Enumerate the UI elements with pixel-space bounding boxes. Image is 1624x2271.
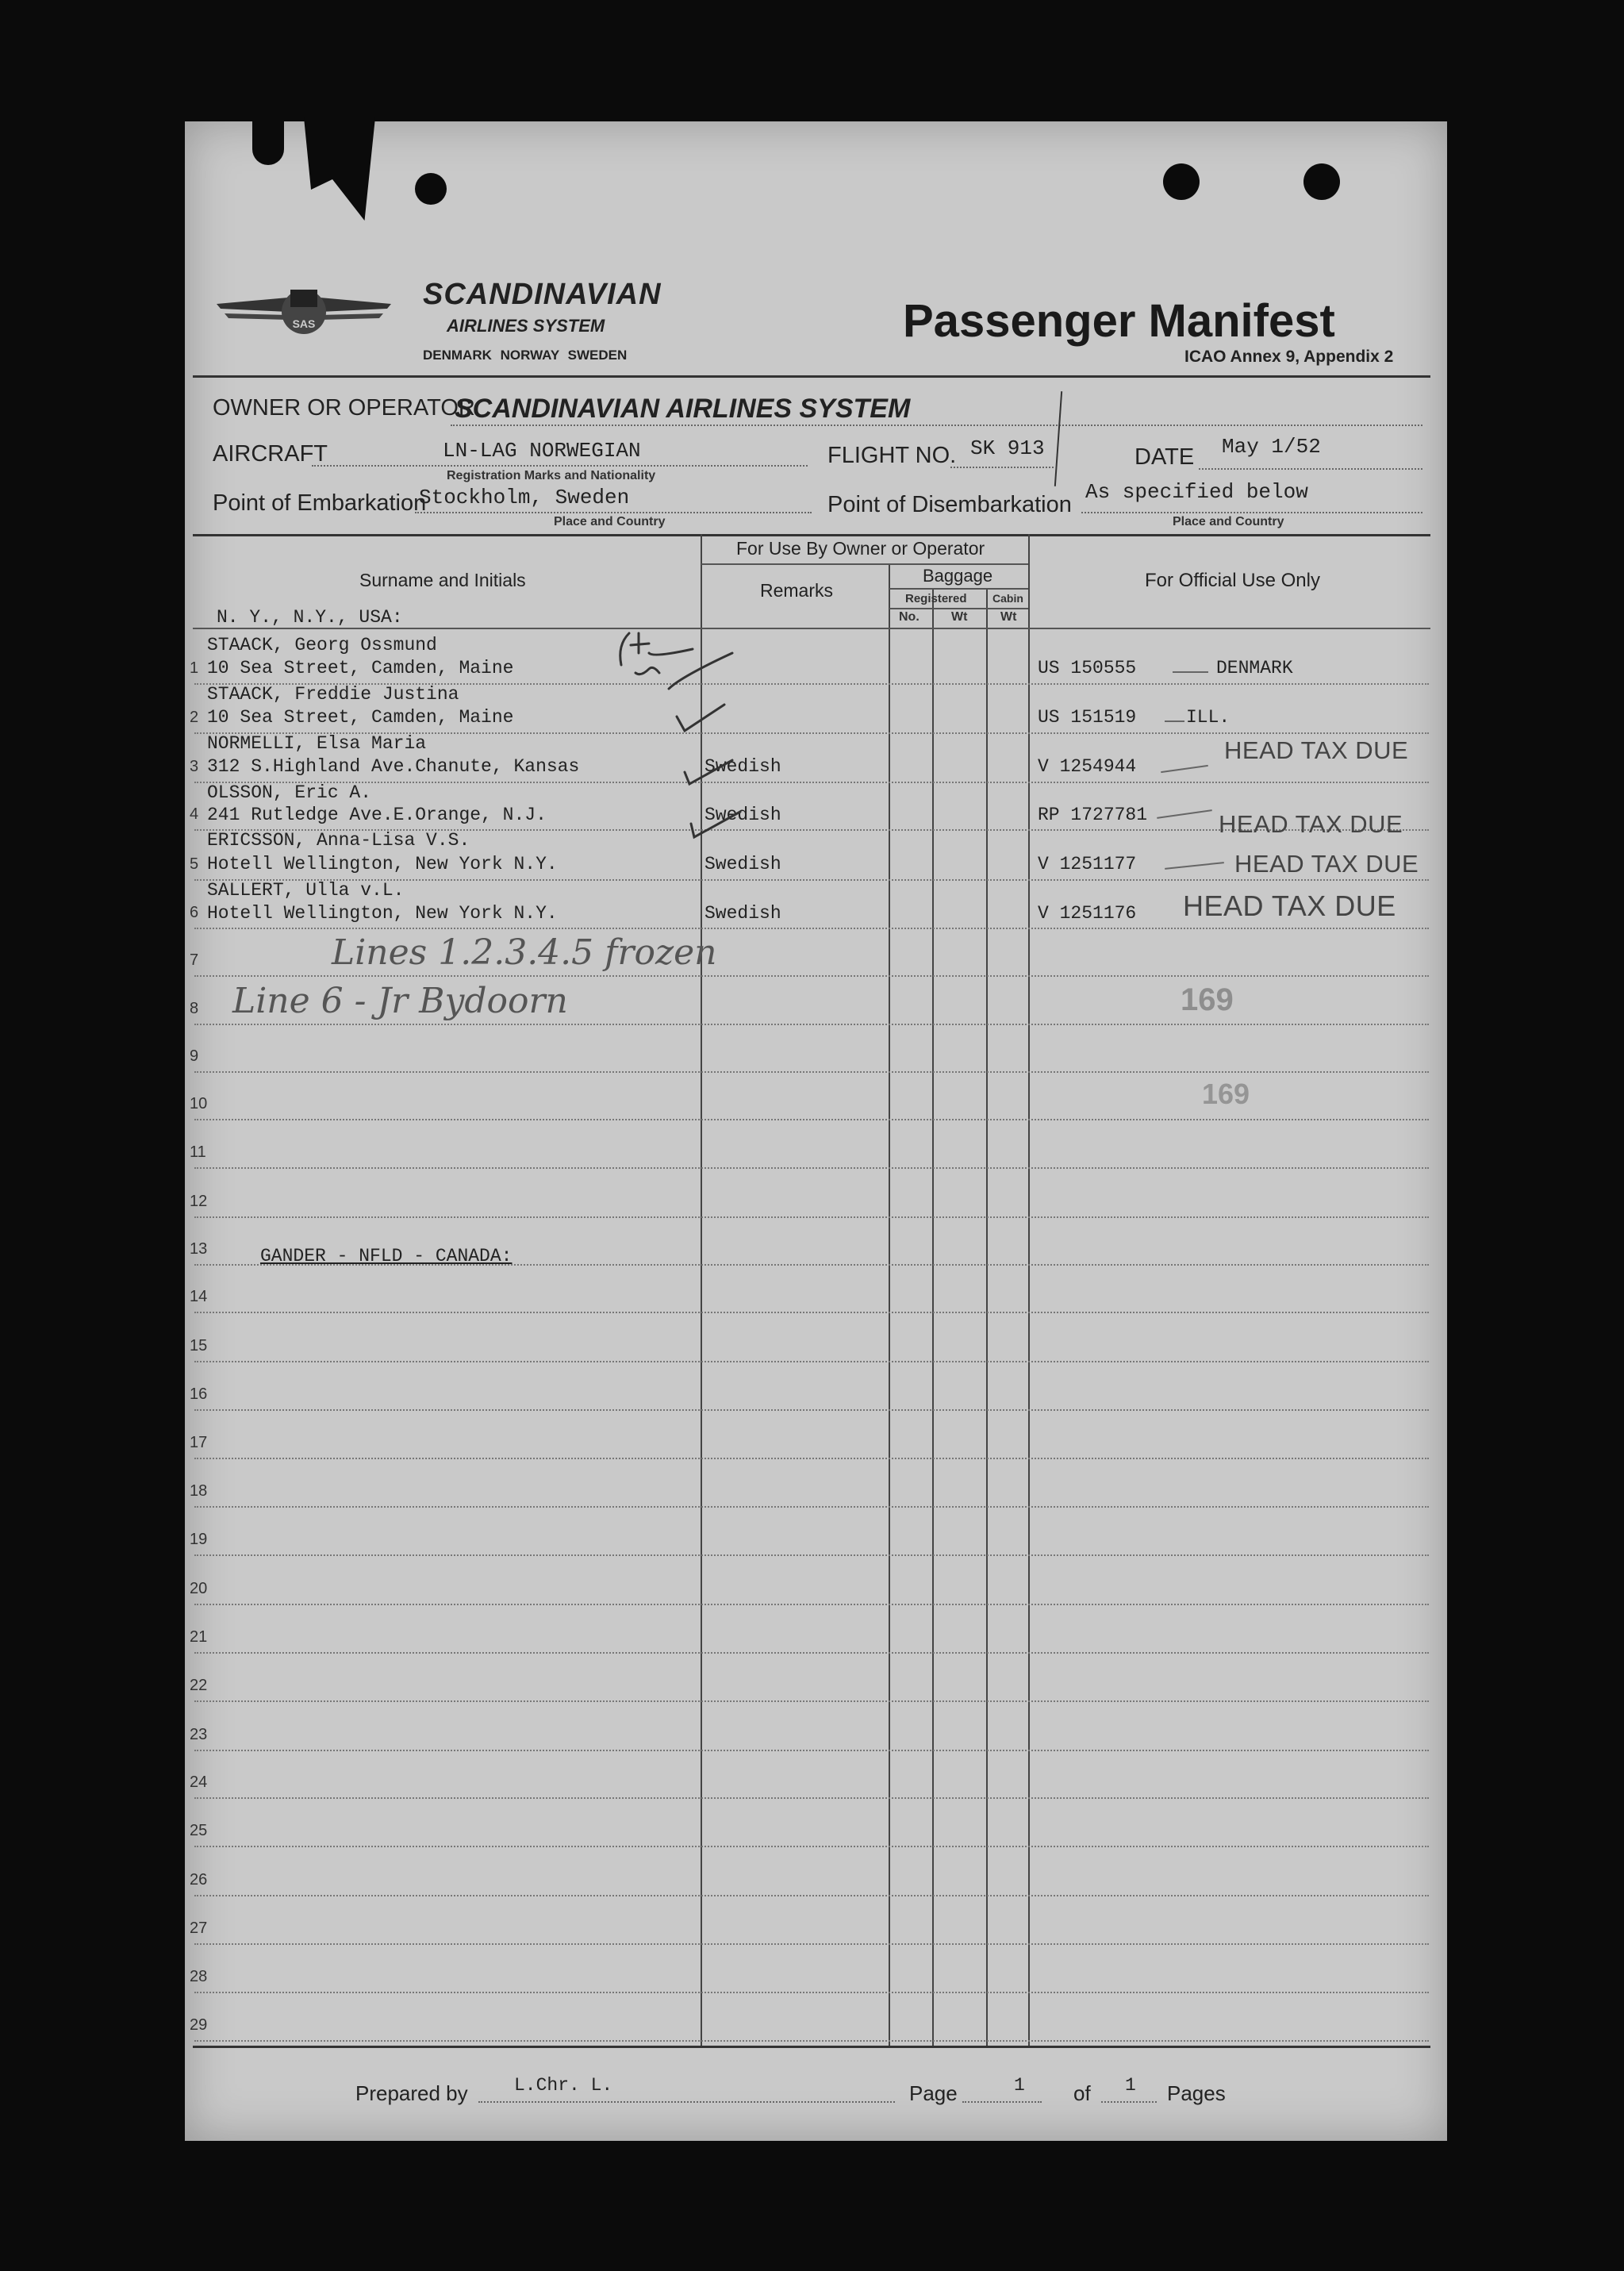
flight-value: SK 913 (970, 436, 1045, 460)
destination-heading: N. Y., N.Y., USA: (217, 607, 403, 628)
row-number: 23 (190, 1726, 208, 1743)
prepared-by-label: Prepared by (355, 2081, 468, 2105)
row-number: 9 (190, 1047, 199, 1065)
row-line (194, 2040, 1429, 2042)
col-divider-official (1028, 534, 1030, 2046)
torn-edge (304, 117, 375, 221)
passenger-address: Hotell Wellington, New York N.Y. (207, 903, 558, 924)
header-bottom-rule (193, 628, 1430, 629)
row-number: 11 (190, 1143, 206, 1161)
embark-value: Stockholm, Sweden (419, 486, 630, 509)
dash-mark (1165, 862, 1224, 870)
row-number: 25 (190, 1822, 208, 1839)
head-tax-stamp: HEAD TAX DUE (1224, 736, 1409, 764)
passenger-remarks: Swedish (705, 805, 781, 825)
table-top-rule (193, 534, 1430, 536)
embark-label: Point of Embarkation (213, 490, 427, 516)
row-number: 1 (190, 659, 199, 677)
row-number: 18 (190, 1482, 208, 1500)
passenger-name: STAACK, Georg Ossmund (207, 635, 437, 655)
handwritten-note-line7: Lines 1.2.3.4.5 frozen (332, 932, 717, 973)
disembark-value: As specified below (1085, 480, 1308, 504)
dash-mark (1173, 671, 1208, 673)
page-underline (962, 2101, 1042, 2103)
row-line (194, 1167, 1429, 1169)
row-number: 2 (190, 709, 199, 726)
row-number: 14 (190, 1288, 208, 1305)
passenger-official-id: V 1254944 (1038, 756, 1137, 777)
row-number: 6 (190, 904, 199, 921)
date-underline (1199, 468, 1422, 470)
manifest-sheet (185, 121, 1447, 2141)
aircraft-caption: Registration Marks and Nationality (447, 469, 656, 482)
col-divider-wt (986, 588, 988, 2046)
of-underline (1101, 2101, 1157, 2103)
row-line (194, 1750, 1429, 1751)
row-line (194, 928, 1429, 929)
row-line (194, 1700, 1429, 1702)
row-line (194, 1458, 1429, 1459)
head-tax-stamp: HEAD TAX DUE (1183, 890, 1396, 922)
row-line (194, 782, 1429, 783)
flight-label: FLIGHT NO. (827, 443, 957, 468)
row-line (194, 1216, 1429, 1218)
page-label: Page (909, 2081, 958, 2105)
disembark-label: Point of Disembarkation (827, 492, 1072, 517)
row-number: 12 (190, 1193, 208, 1210)
row-number: 27 (190, 1919, 208, 1937)
row-line (194, 1506, 1429, 1508)
row-number: 21 (190, 1628, 208, 1646)
row-line (194, 1797, 1429, 1799)
row-line (194, 1652, 1429, 1654)
date-value: May 1/52 (1222, 435, 1321, 459)
embark-caption: Place and Country (554, 515, 666, 528)
table-bottom-rule (193, 2046, 1430, 2048)
passenger-name: ERICSSON, Anna-Lisa V.S. (207, 830, 470, 851)
header-rule-baggage (889, 588, 1028, 590)
row-line (194, 1554, 1429, 1556)
row-number: 24 (190, 1773, 208, 1791)
page-value: 1 (1014, 2075, 1025, 2096)
row-line (194, 975, 1429, 977)
passenger-official-id: V 1251176 (1038, 903, 1137, 924)
row-line (194, 1119, 1429, 1120)
row-number: 10 (190, 1095, 208, 1112)
pages-label: Pages (1167, 2081, 1226, 2105)
passenger-name: SALLERT, Ulla v.L. (207, 880, 405, 901)
col-divider-no (932, 588, 934, 2046)
airline-countries: DENMARK NORWAY SWEDEN (423, 348, 628, 363)
prepared-by-value: L.Chr. L. (514, 2075, 613, 2096)
passenger-official-id: RP 1727781 (1038, 805, 1148, 825)
dash-mark (1157, 809, 1212, 819)
row-number: 19 (190, 1531, 208, 1548)
handwritten-note-line8: Line 6 - Jr Bydoorn (232, 981, 568, 1021)
head-tax-stamp: HEAD TAX DUE (1219, 810, 1403, 838)
stamp-number: 169 (1181, 982, 1234, 1017)
destination-heading: GANDER - NFLD - CANADA: (260, 1246, 513, 1266)
stamp-number: 169 (1202, 1078, 1250, 1110)
row-number: 29 (190, 2016, 208, 2034)
col-header-surname: Surname and Initials (359, 570, 526, 590)
row-line (194, 1992, 1429, 1993)
aircraft-label: AIRCRAFT (213, 441, 328, 467)
row-number: 22 (190, 1677, 208, 1694)
passenger-address: 312 S.Highland Ave.Chanute, Kansas (207, 756, 580, 777)
disembark-caption: Place and Country (1173, 515, 1284, 528)
passenger-official-note: ILL. (1186, 707, 1230, 728)
col-header-registered: Registered (905, 592, 967, 605)
row-line (194, 1943, 1429, 1945)
col-header-no: No. (899, 610, 919, 624)
passenger-name: STAACK, Freddie Justina (207, 684, 459, 705)
col-header-remarks: Remarks (760, 580, 834, 601)
punch-hole (1163, 163, 1200, 200)
header-rule-registered (889, 608, 1028, 609)
col-header-foruse: For Use By Owner or Operator (736, 538, 985, 559)
col-header-cabin-wt: Wt (1000, 610, 1017, 624)
sas-logo-icon (213, 280, 395, 344)
passenger-remarks: Swedish (705, 903, 781, 924)
airline-name: SCANDINAVIAN (423, 278, 662, 311)
date-label: DATE (1134, 444, 1195, 470)
row-line (194, 1361, 1429, 1362)
dash-mark (1165, 720, 1184, 722)
passenger-name: OLSSON, Eric A. (207, 782, 372, 803)
col-divider-baggage (889, 563, 890, 2046)
row-line (194, 1604, 1429, 1605)
passenger-address: Hotell Wellington, New York N.Y. (207, 854, 558, 874)
row-line (194, 1024, 1429, 1025)
embark-underline (415, 512, 812, 513)
col-header-wt: Wt (951, 610, 968, 624)
row-number: 4 (190, 805, 199, 823)
row-number: 7 (190, 951, 199, 969)
flight-underline (950, 467, 1054, 468)
passenger-remarks: Swedish (705, 756, 781, 777)
of-value: 1 (1125, 2075, 1136, 2096)
row-number: 16 (190, 1385, 208, 1403)
svg-text:SAS: SAS (292, 317, 316, 330)
page-subtitle: ICAO Annex 9, Appendix 2 (1184, 348, 1394, 366)
aircraft-value: LN-LAG NORWEGIAN (443, 439, 641, 463)
row-number: 26 (190, 1871, 208, 1889)
passenger-address: 10 Sea Street, Camden, Maine (207, 658, 514, 678)
torn-edge (252, 117, 284, 165)
punch-hole (1303, 163, 1340, 200)
passenger-official-id: V 1251177 (1038, 854, 1137, 874)
punch-hole (415, 173, 447, 205)
page-title: Passenger Manifest (903, 295, 1335, 347)
passenger-address: 241 Rutledge Ave.E.Orange, N.J. (207, 805, 547, 825)
col-header-baggage: Baggage (923, 566, 993, 586)
header-rule-foruse (701, 563, 1028, 565)
pen-mark (1054, 391, 1062, 486)
prepared-by-underline (478, 2101, 895, 2103)
disembark-underline (1081, 512, 1422, 513)
dash-mark (1161, 765, 1208, 773)
row-line (194, 1895, 1429, 1896)
row-line (194, 1071, 1429, 1073)
handwritten-checkmarks-icon (605, 629, 780, 867)
col-header-cabin: Cabin (992, 592, 1023, 605)
row-number: 20 (190, 1580, 208, 1597)
row-number: 13 (190, 1240, 208, 1258)
col-header-official: For Official Use Only (1145, 570, 1320, 591)
row-line (194, 1846, 1429, 1847)
row-number: 3 (190, 758, 199, 775)
row-number: 15 (190, 1337, 208, 1355)
airline-subtitle: AIRLINES SYSTEM (447, 316, 605, 336)
row-line (194, 1409, 1429, 1411)
row-number: 5 (190, 855, 199, 873)
owner-label: OWNER OR OPERATOR (213, 395, 475, 421)
row-number: 28 (190, 1968, 208, 1985)
passenger-address: 10 Sea Street, Camden, Maine (207, 707, 514, 728)
head-tax-stamp: HEAD TAX DUE (1234, 850, 1419, 878)
passenger-remarks: Swedish (705, 854, 781, 874)
passenger-name: NORMELLI, Elsa Maria (207, 733, 427, 754)
row-number: 17 (190, 1434, 208, 1451)
row-number: 8 (190, 1000, 199, 1017)
header-rule (193, 375, 1430, 378)
row-line (194, 1312, 1429, 1313)
aircraft-underline (312, 465, 808, 467)
owner-underline (451, 425, 1422, 426)
passenger-official-id: US 150555 (1038, 658, 1137, 678)
owner-value: SCANDINAVIAN AIRLINES SYSTEM (455, 394, 911, 424)
of-label: of (1073, 2081, 1091, 2105)
passenger-official-note: DENMARK (1216, 658, 1293, 678)
passenger-official-id: US 151519 (1038, 707, 1137, 728)
